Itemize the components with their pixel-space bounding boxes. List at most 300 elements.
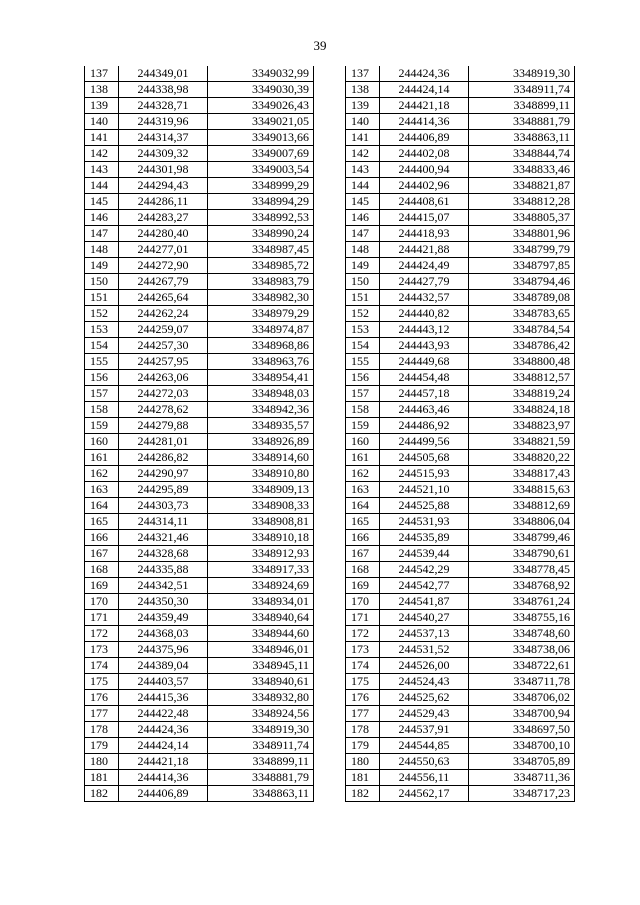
table-row <box>85 498 314 514</box>
table-row <box>85 210 314 226</box>
point-number-cell: 139 <box>346 98 380 114</box>
point-number-cell: 182 <box>346 786 380 802</box>
x-coordinate-cell: 244443,12 <box>380 322 469 338</box>
table-row <box>346 722 575 738</box>
x-coordinate-cell: 244301,98 <box>119 162 208 178</box>
point-number-cell: 151 <box>346 290 380 306</box>
y-coordinate-cell: 3348944,60 <box>208 626 314 642</box>
x-coordinate-cell: 244414,36 <box>380 114 469 130</box>
point-number-cell: 137 <box>346 66 380 82</box>
point-number-cell: 158 <box>346 402 380 418</box>
point-number-cell: 142 <box>85 146 119 162</box>
point-number-cell: 156 <box>346 370 380 386</box>
point-number-cell: 145 <box>346 194 380 210</box>
table-row <box>346 338 575 354</box>
point-number-cell: 160 <box>346 434 380 450</box>
point-number-cell: 146 <box>85 210 119 226</box>
x-coordinate-cell: 244422,48 <box>119 706 208 722</box>
table-row <box>346 690 575 706</box>
x-coordinate-cell: 244328,68 <box>119 546 208 562</box>
y-coordinate-cell: 3348917,33 <box>208 562 314 578</box>
table-row <box>85 594 314 610</box>
point-number-cell: 169 <box>85 578 119 594</box>
point-number-cell: 181 <box>346 770 380 786</box>
y-coordinate-cell: 3348942,36 <box>208 402 314 418</box>
point-number-cell: 172 <box>85 626 119 642</box>
table-row <box>346 178 575 194</box>
point-number-cell: 150 <box>346 274 380 290</box>
table-row <box>85 562 314 578</box>
y-coordinate-cell: 3348982,30 <box>208 290 314 306</box>
y-coordinate-cell: 3348974,87 <box>208 322 314 338</box>
x-coordinate-cell: 244550,63 <box>380 754 469 770</box>
x-coordinate-cell: 244540,27 <box>380 610 469 626</box>
table-row <box>346 274 575 290</box>
y-coordinate-cell: 3348738,06 <box>469 642 575 658</box>
x-coordinate-cell: 244368,03 <box>119 626 208 642</box>
y-coordinate-cell: 3348912,93 <box>208 546 314 562</box>
x-coordinate-cell: 244408,61 <box>380 194 469 210</box>
y-coordinate-cell: 3348919,30 <box>469 66 575 82</box>
x-coordinate-cell: 244349,01 <box>119 66 208 82</box>
y-coordinate-cell: 3348954,41 <box>208 370 314 386</box>
table-row <box>85 114 314 130</box>
point-number-cell: 163 <box>85 482 119 498</box>
point-number-cell: 153 <box>85 322 119 338</box>
table-row <box>346 658 575 674</box>
y-coordinate-cell: 3348908,33 <box>208 498 314 514</box>
y-coordinate-cell: 3348910,80 <box>208 466 314 482</box>
table-row <box>85 786 314 802</box>
table-row <box>346 66 575 82</box>
y-coordinate-cell: 3348817,43 <box>469 466 575 482</box>
table-row <box>346 418 575 434</box>
table-row <box>85 754 314 770</box>
table-row <box>85 738 314 754</box>
y-coordinate-cell: 3348999,29 <box>208 178 314 194</box>
point-number-cell: 147 <box>346 226 380 242</box>
table-row <box>85 530 314 546</box>
table-row <box>346 130 575 146</box>
x-coordinate-cell: 244529,43 <box>380 706 469 722</box>
point-number-cell: 179 <box>346 738 380 754</box>
y-coordinate-cell: 3348784,54 <box>469 322 575 338</box>
table-row <box>346 482 575 498</box>
y-coordinate-cell: 3348778,45 <box>469 562 575 578</box>
y-coordinate-cell: 3348706,02 <box>469 690 575 706</box>
x-coordinate-cell: 244406,89 <box>380 130 469 146</box>
x-coordinate-cell: 244427,79 <box>380 274 469 290</box>
x-coordinate-cell: 244295,89 <box>119 482 208 498</box>
point-number-cell: 164 <box>85 498 119 514</box>
y-coordinate-cell: 3348863,11 <box>469 130 575 146</box>
x-coordinate-cell: 244279,88 <box>119 418 208 434</box>
y-coordinate-cell: 3348919,30 <box>208 722 314 738</box>
point-number-cell: 153 <box>346 322 380 338</box>
point-number-cell: 180 <box>85 754 119 770</box>
x-coordinate-cell: 244443,93 <box>380 338 469 354</box>
table-row <box>85 466 314 482</box>
x-coordinate-cell: 244421,18 <box>119 754 208 770</box>
point-number-cell: 162 <box>85 466 119 482</box>
x-coordinate-cell: 244257,30 <box>119 338 208 354</box>
x-coordinate-cell: 244421,18 <box>380 98 469 114</box>
y-coordinate-cell: 3348935,57 <box>208 418 314 434</box>
point-number-cell: 140 <box>85 114 119 130</box>
x-coordinate-cell: 244280,40 <box>119 226 208 242</box>
x-coordinate-cell: 244402,08 <box>380 146 469 162</box>
point-number-cell: 168 <box>85 562 119 578</box>
point-number-cell: 155 <box>85 354 119 370</box>
point-number-cell: 154 <box>85 338 119 354</box>
table-row <box>346 674 575 690</box>
point-number-cell: 151 <box>85 290 119 306</box>
y-coordinate-cell: 3348812,28 <box>469 194 575 210</box>
x-coordinate-cell: 244338,98 <box>119 82 208 98</box>
y-coordinate-cell: 3348705,89 <box>469 754 575 770</box>
y-coordinate-cell: 3348805,37 <box>469 210 575 226</box>
x-coordinate-cell: 244424,14 <box>380 82 469 98</box>
y-coordinate-cell: 3348799,79 <box>469 242 575 258</box>
x-coordinate-cell: 244350,30 <box>119 594 208 610</box>
y-coordinate-cell: 3348700,10 <box>469 738 575 754</box>
y-coordinate-cell: 3348799,46 <box>469 530 575 546</box>
x-coordinate-cell: 244272,03 <box>119 386 208 402</box>
x-coordinate-cell: 244389,04 <box>119 658 208 674</box>
y-coordinate-cell: 3348911,74 <box>208 738 314 754</box>
x-coordinate-cell: 244525,62 <box>380 690 469 706</box>
point-number-cell: 144 <box>85 178 119 194</box>
x-coordinate-cell: 244286,82 <box>119 450 208 466</box>
x-coordinate-cell: 244265,64 <box>119 290 208 306</box>
x-coordinate-cell: 244542,77 <box>380 578 469 594</box>
table-row <box>85 450 314 466</box>
x-coordinate-cell: 244375,96 <box>119 642 208 658</box>
y-coordinate-cell: 3348821,59 <box>469 434 575 450</box>
table-row <box>346 642 575 658</box>
table-row <box>85 514 314 530</box>
table-row <box>85 82 314 98</box>
point-number-cell: 176 <box>85 690 119 706</box>
y-coordinate-cell: 3348768,92 <box>469 578 575 594</box>
y-coordinate-cell: 3348911,74 <box>469 82 575 98</box>
y-coordinate-cell: 3348790,61 <box>469 546 575 562</box>
point-number-cell: 150 <box>85 274 119 290</box>
table-row <box>85 178 314 194</box>
x-coordinate-cell: 244263,06 <box>119 370 208 386</box>
table-row <box>346 770 575 786</box>
table-row <box>346 738 575 754</box>
table-row <box>346 354 575 370</box>
y-coordinate-cell: 3348932,80 <box>208 690 314 706</box>
y-coordinate-cell: 3349013,66 <box>208 130 314 146</box>
table-row <box>346 786 575 802</box>
point-number-cell: 145 <box>85 194 119 210</box>
y-coordinate-cell: 3348800,48 <box>469 354 575 370</box>
point-number-cell: 179 <box>85 738 119 754</box>
x-coordinate-cell: 244424,36 <box>380 66 469 82</box>
y-coordinate-cell: 3348797,85 <box>469 258 575 274</box>
x-coordinate-cell: 244537,91 <box>380 722 469 738</box>
table-row <box>85 66 314 82</box>
y-coordinate-cell: 3348806,04 <box>469 514 575 530</box>
y-coordinate-cell: 3348934,01 <box>208 594 314 610</box>
table-row <box>346 546 575 562</box>
table-row <box>85 146 314 162</box>
point-number-cell: 156 <box>85 370 119 386</box>
x-coordinate-cell: 244505,68 <box>380 450 469 466</box>
table-row <box>85 130 314 146</box>
point-number-cell: 164 <box>346 498 380 514</box>
point-number-cell: 182 <box>85 786 119 802</box>
x-coordinate-cell: 244440,82 <box>380 306 469 322</box>
x-coordinate-cell: 244562,17 <box>380 786 469 802</box>
table-row <box>85 690 314 706</box>
point-number-cell: 166 <box>85 530 119 546</box>
y-coordinate-cell: 3349032,99 <box>208 66 314 82</box>
y-coordinate-cell: 3348824,18 <box>469 402 575 418</box>
y-coordinate-cell: 3348909,13 <box>208 482 314 498</box>
x-coordinate-cell: 244525,88 <box>380 498 469 514</box>
table-row <box>85 418 314 434</box>
x-coordinate-cell: 244432,57 <box>380 290 469 306</box>
y-coordinate-cell: 3348863,11 <box>208 786 314 802</box>
table-row <box>85 658 314 674</box>
point-number-cell: 137 <box>85 66 119 82</box>
table-row <box>346 322 575 338</box>
x-coordinate-cell: 244267,79 <box>119 274 208 290</box>
x-coordinate-cell: 244499,56 <box>380 434 469 450</box>
table-row <box>85 194 314 210</box>
table-row <box>85 626 314 642</box>
y-coordinate-cell: 3349003,54 <box>208 162 314 178</box>
y-coordinate-cell: 3348968,86 <box>208 338 314 354</box>
point-number-cell: 144 <box>346 178 380 194</box>
point-number-cell: 140 <box>346 114 380 130</box>
point-number-cell: 163 <box>346 482 380 498</box>
x-coordinate-cell: 244463,46 <box>380 402 469 418</box>
x-coordinate-cell: 244556,11 <box>380 770 469 786</box>
x-coordinate-cell: 244277,01 <box>119 242 208 258</box>
table-row <box>346 450 575 466</box>
table-row <box>85 258 314 274</box>
point-number-cell: 149 <box>346 258 380 274</box>
table-row <box>85 546 314 562</box>
point-number-cell: 177 <box>346 706 380 722</box>
y-coordinate-cell: 3348722,61 <box>469 658 575 674</box>
x-coordinate-cell: 244542,29 <box>380 562 469 578</box>
table-row <box>346 306 575 322</box>
y-coordinate-cell: 3348820,22 <box>469 450 575 466</box>
x-coordinate-cell: 244262,24 <box>119 306 208 322</box>
x-coordinate-cell: 244314,11 <box>119 514 208 530</box>
point-number-cell: 172 <box>346 626 380 642</box>
x-coordinate-cell: 244314,37 <box>119 130 208 146</box>
table-row <box>85 274 314 290</box>
point-number-cell: 160 <box>85 434 119 450</box>
x-coordinate-cell: 244414,36 <box>119 770 208 786</box>
x-coordinate-cell: 244541,87 <box>380 594 469 610</box>
point-number-cell: 149 <box>85 258 119 274</box>
point-number-cell: 175 <box>85 674 119 690</box>
y-coordinate-cell: 3348945,11 <box>208 658 314 674</box>
x-coordinate-cell: 244257,95 <box>119 354 208 370</box>
y-coordinate-cell: 3348881,79 <box>208 770 314 786</box>
table-row <box>85 98 314 114</box>
point-number-cell: 138 <box>85 82 119 98</box>
y-coordinate-cell: 3348979,29 <box>208 306 314 322</box>
point-number-cell: 143 <box>85 162 119 178</box>
y-coordinate-cell: 3348821,87 <box>469 178 575 194</box>
x-coordinate-cell: 244415,36 <box>119 690 208 706</box>
y-coordinate-cell: 3348711,36 <box>469 770 575 786</box>
table-row <box>85 610 314 626</box>
point-number-cell: 171 <box>346 610 380 626</box>
x-coordinate-cell: 244454,48 <box>380 370 469 386</box>
table-row <box>85 770 314 786</box>
x-coordinate-cell: 244424,49 <box>380 258 469 274</box>
point-number-cell: 162 <box>346 466 380 482</box>
x-coordinate-cell: 244526,00 <box>380 658 469 674</box>
table-row <box>85 434 314 450</box>
point-number-cell: 171 <box>85 610 119 626</box>
y-coordinate-cell: 3348924,69 <box>208 578 314 594</box>
point-number-cell: 143 <box>346 162 380 178</box>
point-number-cell: 173 <box>85 642 119 658</box>
table-row <box>346 402 575 418</box>
point-number-cell: 148 <box>85 242 119 258</box>
coordinates-table-left <box>84 66 314 802</box>
table-row <box>346 706 575 722</box>
point-number-cell: 173 <box>346 642 380 658</box>
x-coordinate-cell: 244294,43 <box>119 178 208 194</box>
point-number-cell: 181 <box>85 770 119 786</box>
point-number-cell: 141 <box>346 130 380 146</box>
x-coordinate-cell: 244424,14 <box>119 738 208 754</box>
x-coordinate-cell: 244259,07 <box>119 322 208 338</box>
y-coordinate-cell: 3348786,42 <box>469 338 575 354</box>
point-number-cell: 180 <box>346 754 380 770</box>
x-coordinate-cell: 244515,93 <box>380 466 469 482</box>
y-coordinate-cell: 3348812,57 <box>469 370 575 386</box>
x-coordinate-cell: 244524,43 <box>380 674 469 690</box>
point-number-cell: 158 <box>85 402 119 418</box>
y-coordinate-cell: 3348833,46 <box>469 162 575 178</box>
x-coordinate-cell: 244415,07 <box>380 210 469 226</box>
point-number-cell: 155 <box>346 354 380 370</box>
x-coordinate-cell: 244321,46 <box>119 530 208 546</box>
table-row <box>85 578 314 594</box>
table-row <box>85 706 314 722</box>
point-number-cell: 166 <box>346 530 380 546</box>
point-number-cell: 161 <box>85 450 119 466</box>
y-coordinate-cell: 3348881,79 <box>469 114 575 130</box>
x-coordinate-cell: 244359,49 <box>119 610 208 626</box>
point-number-cell: 146 <box>346 210 380 226</box>
point-number-cell: 178 <box>85 722 119 738</box>
table-row <box>85 354 314 370</box>
x-coordinate-cell: 244457,18 <box>380 386 469 402</box>
y-coordinate-cell: 3348926,89 <box>208 434 314 450</box>
y-coordinate-cell: 3348948,03 <box>208 386 314 402</box>
point-number-cell: 159 <box>85 418 119 434</box>
table-row <box>346 610 575 626</box>
y-coordinate-cell: 3348700,94 <box>469 706 575 722</box>
table-row <box>346 754 575 770</box>
x-coordinate-cell: 244281,01 <box>119 434 208 450</box>
x-coordinate-cell: 244303,73 <box>119 498 208 514</box>
y-coordinate-cell: 3348801,96 <box>469 226 575 242</box>
point-number-cell: 174 <box>346 658 380 674</box>
y-coordinate-cell: 3348789,08 <box>469 290 575 306</box>
y-coordinate-cell: 3348819,24 <box>469 386 575 402</box>
table-row <box>346 162 575 178</box>
x-coordinate-cell: 244328,71 <box>119 98 208 114</box>
point-number-cell: 152 <box>346 306 380 322</box>
y-coordinate-cell: 3348963,76 <box>208 354 314 370</box>
table-row <box>85 370 314 386</box>
table-row <box>85 642 314 658</box>
table-row <box>346 258 575 274</box>
point-number-cell: 167 <box>346 546 380 562</box>
x-coordinate-cell: 244406,89 <box>119 786 208 802</box>
x-coordinate-cell: 244278,62 <box>119 402 208 418</box>
point-number-cell: 152 <box>85 306 119 322</box>
y-coordinate-cell: 3348844,74 <box>469 146 575 162</box>
y-coordinate-cell: 3349030,39 <box>208 82 314 98</box>
point-number-cell: 174 <box>85 658 119 674</box>
point-number-cell: 165 <box>346 514 380 530</box>
y-coordinate-cell: 3348910,18 <box>208 530 314 546</box>
point-number-cell: 147 <box>85 226 119 242</box>
x-coordinate-cell: 244424,36 <box>119 722 208 738</box>
table-row <box>346 98 575 114</box>
y-coordinate-cell: 3348794,46 <box>469 274 575 290</box>
table-row <box>85 722 314 738</box>
point-number-cell: 142 <box>346 146 380 162</box>
y-coordinate-cell: 3348717,23 <box>469 786 575 802</box>
x-coordinate-cell: 244535,89 <box>380 530 469 546</box>
point-number-cell: 177 <box>85 706 119 722</box>
table-row <box>85 242 314 258</box>
point-number-cell: 168 <box>346 562 380 578</box>
point-number-cell: 178 <box>346 722 380 738</box>
x-coordinate-cell: 244531,52 <box>380 642 469 658</box>
y-coordinate-cell: 3348992,53 <box>208 210 314 226</box>
point-number-cell: 138 <box>346 82 380 98</box>
point-number-cell: 154 <box>346 338 380 354</box>
x-coordinate-cell: 244531,93 <box>380 514 469 530</box>
point-number-cell: 170 <box>346 594 380 610</box>
y-coordinate-cell: 3348711,78 <box>469 674 575 690</box>
x-coordinate-cell: 244537,13 <box>380 626 469 642</box>
table-row <box>85 162 314 178</box>
x-coordinate-cell: 244539,44 <box>380 546 469 562</box>
table-row <box>346 514 575 530</box>
y-coordinate-cell: 3348946,01 <box>208 642 314 658</box>
table-row <box>85 322 314 338</box>
y-coordinate-cell: 3348783,65 <box>469 306 575 322</box>
x-coordinate-cell: 244486,92 <box>380 418 469 434</box>
y-coordinate-cell: 3348899,11 <box>208 754 314 770</box>
y-coordinate-cell: 3348924,56 <box>208 706 314 722</box>
y-coordinate-cell: 3348697,50 <box>469 722 575 738</box>
table-row <box>346 370 575 386</box>
table-row <box>346 562 575 578</box>
y-coordinate-cell: 3348914,60 <box>208 450 314 466</box>
table-row <box>85 402 314 418</box>
table-row <box>346 498 575 514</box>
